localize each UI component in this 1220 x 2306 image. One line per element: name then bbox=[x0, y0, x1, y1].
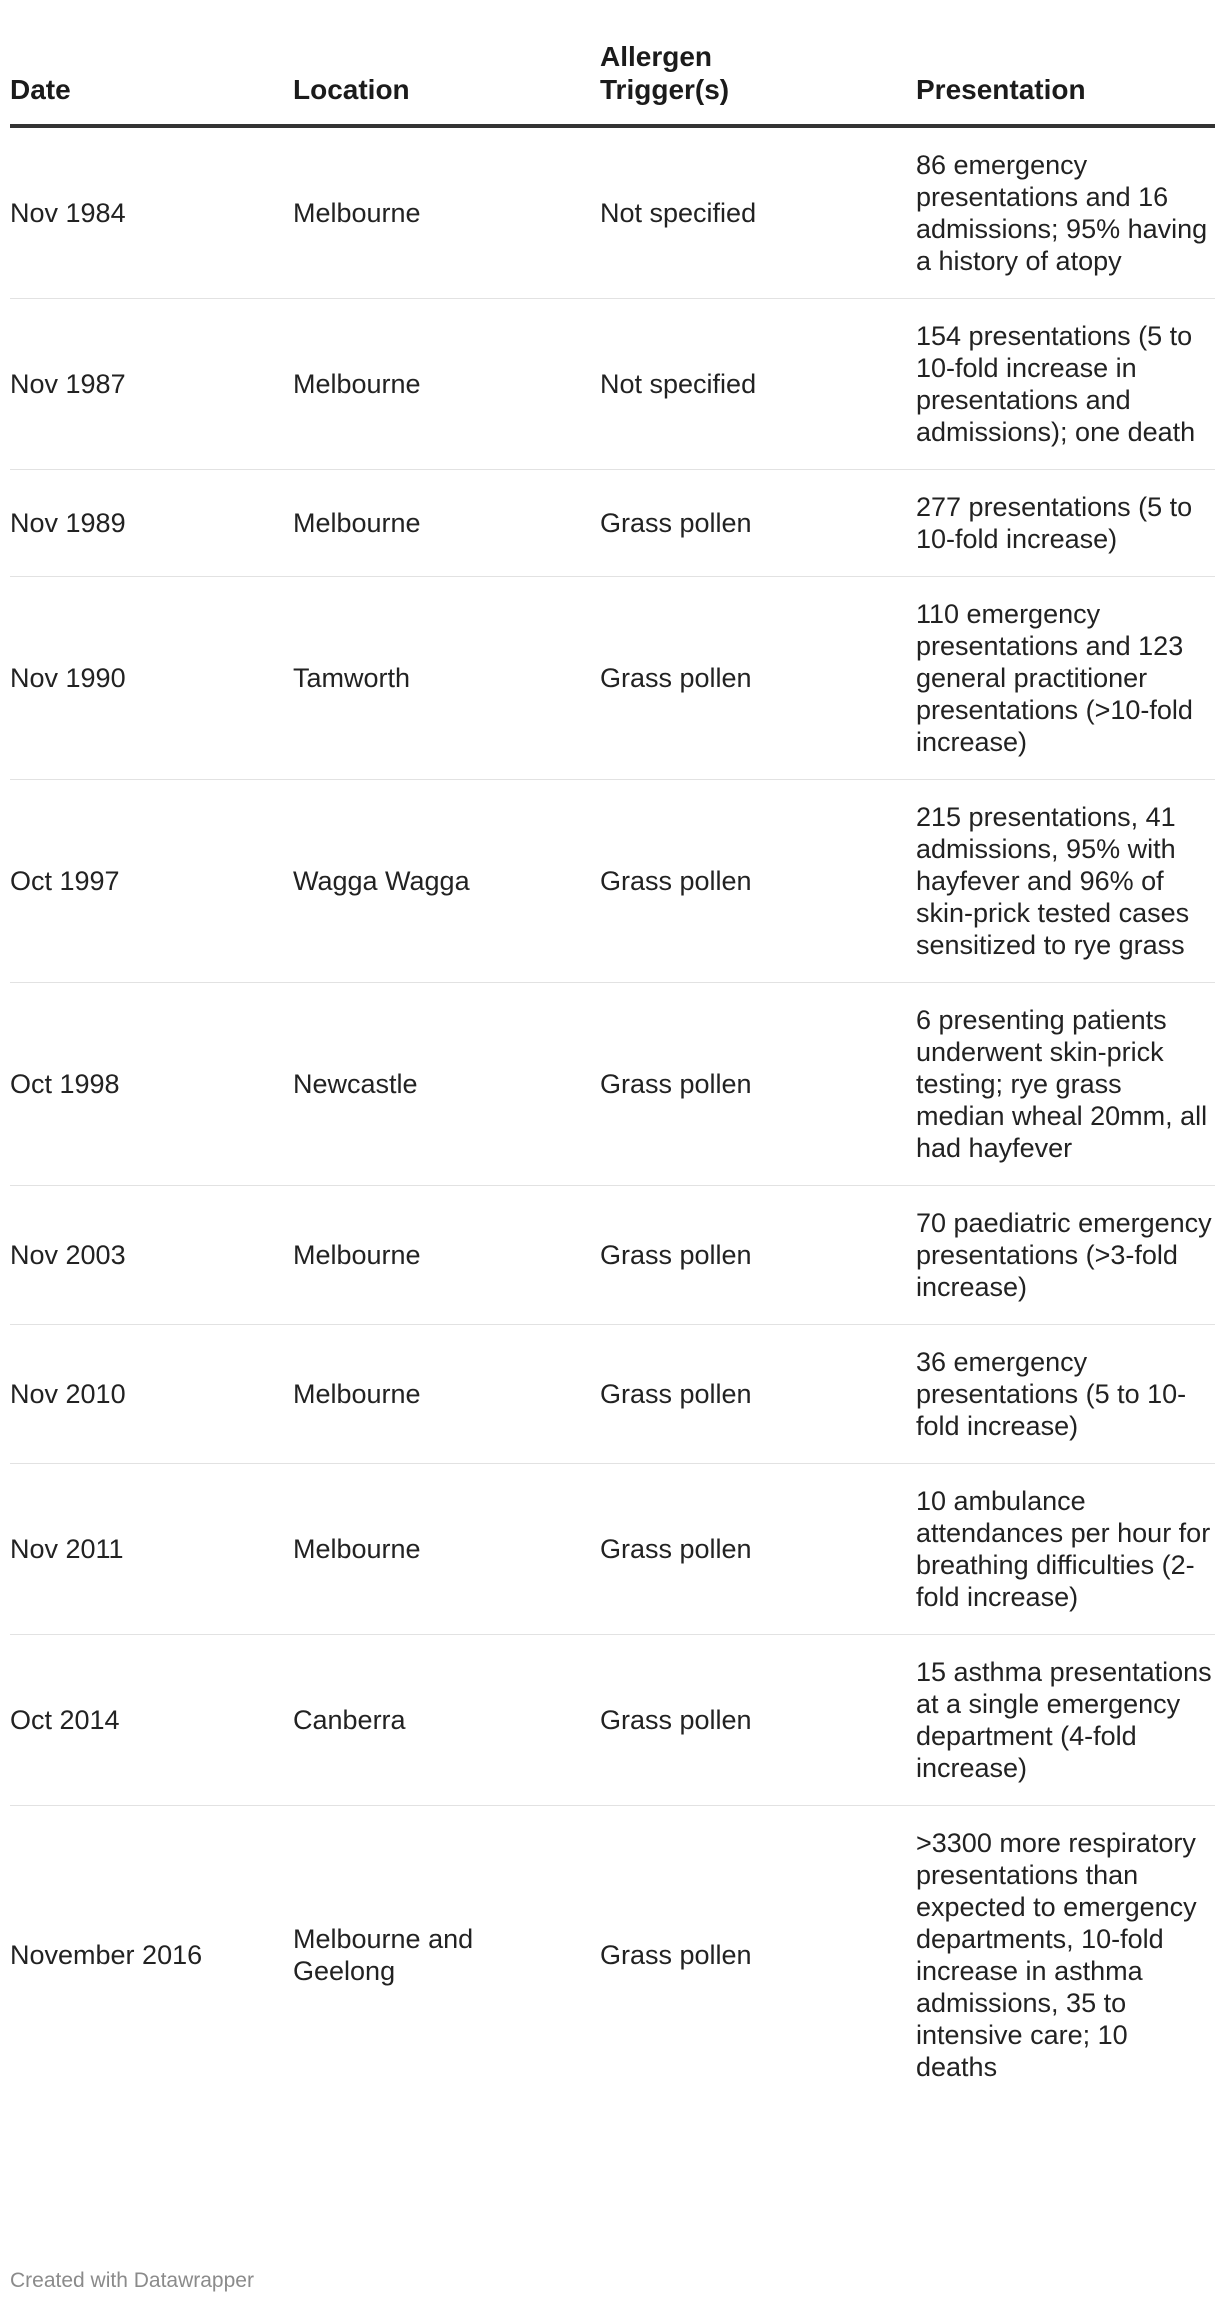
date-cell: Nov 2011 bbox=[10, 1464, 293, 1635]
date-cell: Nov 2003 bbox=[10, 1186, 293, 1325]
date-cell: Oct 1997 bbox=[10, 780, 293, 983]
table-row bbox=[10, 126, 1215, 299]
location-cell: Melbourne and Geelong bbox=[293, 1924, 474, 1986]
table-row bbox=[10, 1806, 1215, 2105]
allergen-cell: Grass pollen bbox=[600, 470, 916, 577]
allergen-cell: Grass pollen bbox=[600, 983, 916, 1186]
date-cell: Nov 1984 bbox=[10, 126, 293, 299]
allergen-cell: Grass pollen bbox=[600, 1325, 916, 1464]
table-row bbox=[10, 1186, 1215, 1325]
date-cell: Nov 1989 bbox=[10, 470, 293, 577]
presentation-cell: 154 presentations (5 to 10-fold increase in presentations and admissions); one death bbox=[916, 299, 1215, 470]
presentation-cell: 70 paediatric emergency presentations (>3-fold increase) bbox=[916, 1186, 1215, 1325]
table-body bbox=[10, 126, 1215, 2104]
presentation-cell: >3300 more respiratory presentations than expected to emergency departments, 10-fold increase in asthma admissions, 35 to intensive care; 10 deaths bbox=[916, 1828, 1197, 2082]
location-cell: Canberra bbox=[293, 1635, 600, 1806]
header-date[interactable]: Date bbox=[10, 40, 293, 126]
table-row bbox=[10, 1635, 1215, 1806]
table-header-row bbox=[10, 40, 1215, 126]
location-cell: Newcastle bbox=[293, 983, 600, 1186]
allergen-cell: Grass pollen bbox=[600, 577, 916, 780]
presentation-cell: 110 emergency presentations and 123 general practitioner presentations (>10-fold increase) bbox=[916, 577, 1215, 780]
location-cell: Melbourne bbox=[293, 1325, 600, 1464]
date-cell: Nov 1990 bbox=[10, 577, 293, 780]
header-location[interactable]: Location bbox=[293, 40, 600, 126]
table-row bbox=[10, 577, 1215, 780]
allergen-cell: Grass pollen bbox=[600, 1186, 916, 1325]
allergen-cell: Grass pollen bbox=[600, 1464, 916, 1635]
table-row bbox=[10, 983, 1215, 1186]
table-row bbox=[10, 299, 1215, 470]
allergen-cell: Grass pollen bbox=[600, 780, 916, 983]
location-cell: Melbourne bbox=[293, 1464, 600, 1635]
allergen-cell: Not specified bbox=[600, 299, 916, 470]
allergen-cell: Not specified bbox=[600, 126, 916, 299]
location-cell: Wagga Wagga bbox=[293, 780, 600, 983]
date-cell: Nov 1987 bbox=[10, 299, 293, 470]
header-allergen-text: Allergen Trigger(s) bbox=[600, 41, 730, 105]
allergen-cell: Grass pollen bbox=[600, 1940, 752, 1970]
presentation-cell: 10 ambulance attendances per hour for breathing difficulties (2-fold increase) bbox=[916, 1464, 1215, 1635]
datawrapper-credit[interactable]: Created with Datawrapper bbox=[10, 2269, 254, 2292]
table-row bbox=[10, 1464, 1215, 1635]
location-cell: Tamworth bbox=[293, 577, 600, 780]
location-cell: Melbourne bbox=[293, 470, 600, 577]
presentation-cell: 86 emergency presentations and 16 admissions; 95% having a history of atopy bbox=[916, 126, 1215, 299]
allergen-cell: Grass pollen bbox=[600, 1635, 916, 1806]
date-cell: November 2016 bbox=[10, 1940, 203, 1970]
location-cell: Melbourne bbox=[293, 126, 600, 299]
thunderstorm-asthma-table bbox=[10, 40, 1215, 2104]
date-cell: Oct 2014 bbox=[10, 1635, 293, 1806]
table-row bbox=[10, 470, 1215, 577]
date-cell: Oct 1998 bbox=[10, 983, 293, 1186]
table-row bbox=[10, 1325, 1215, 1464]
presentation-cell: 15 asthma presentations at a single emergency department (4-fold increase) bbox=[916, 1635, 1215, 1806]
presentation-cell: 36 emergency presentations (5 to 10-fold increase) bbox=[916, 1325, 1215, 1464]
location-cell: Melbourne bbox=[293, 1186, 600, 1325]
location-cell: Melbourne bbox=[293, 299, 600, 470]
presentation-cell: 215 presentations, 41 admissions, 95% with hayfever and 96% of skin-prick tested cases sensitized to rye grass bbox=[916, 780, 1215, 983]
header-allergen[interactable] bbox=[600, 40, 916, 126]
date-cell: Nov 2010 bbox=[10, 1325, 293, 1464]
presentation-cell: 6 presenting patients underwent skin-prick testing; rye grass median wheal 20mm, all had hayfever bbox=[916, 983, 1215, 1186]
header-presentation[interactable]: Presentation bbox=[916, 40, 1215, 126]
table-row bbox=[10, 780, 1215, 983]
presentation-cell: 277 presentations (5 to 10-fold increase) bbox=[916, 470, 1215, 577]
